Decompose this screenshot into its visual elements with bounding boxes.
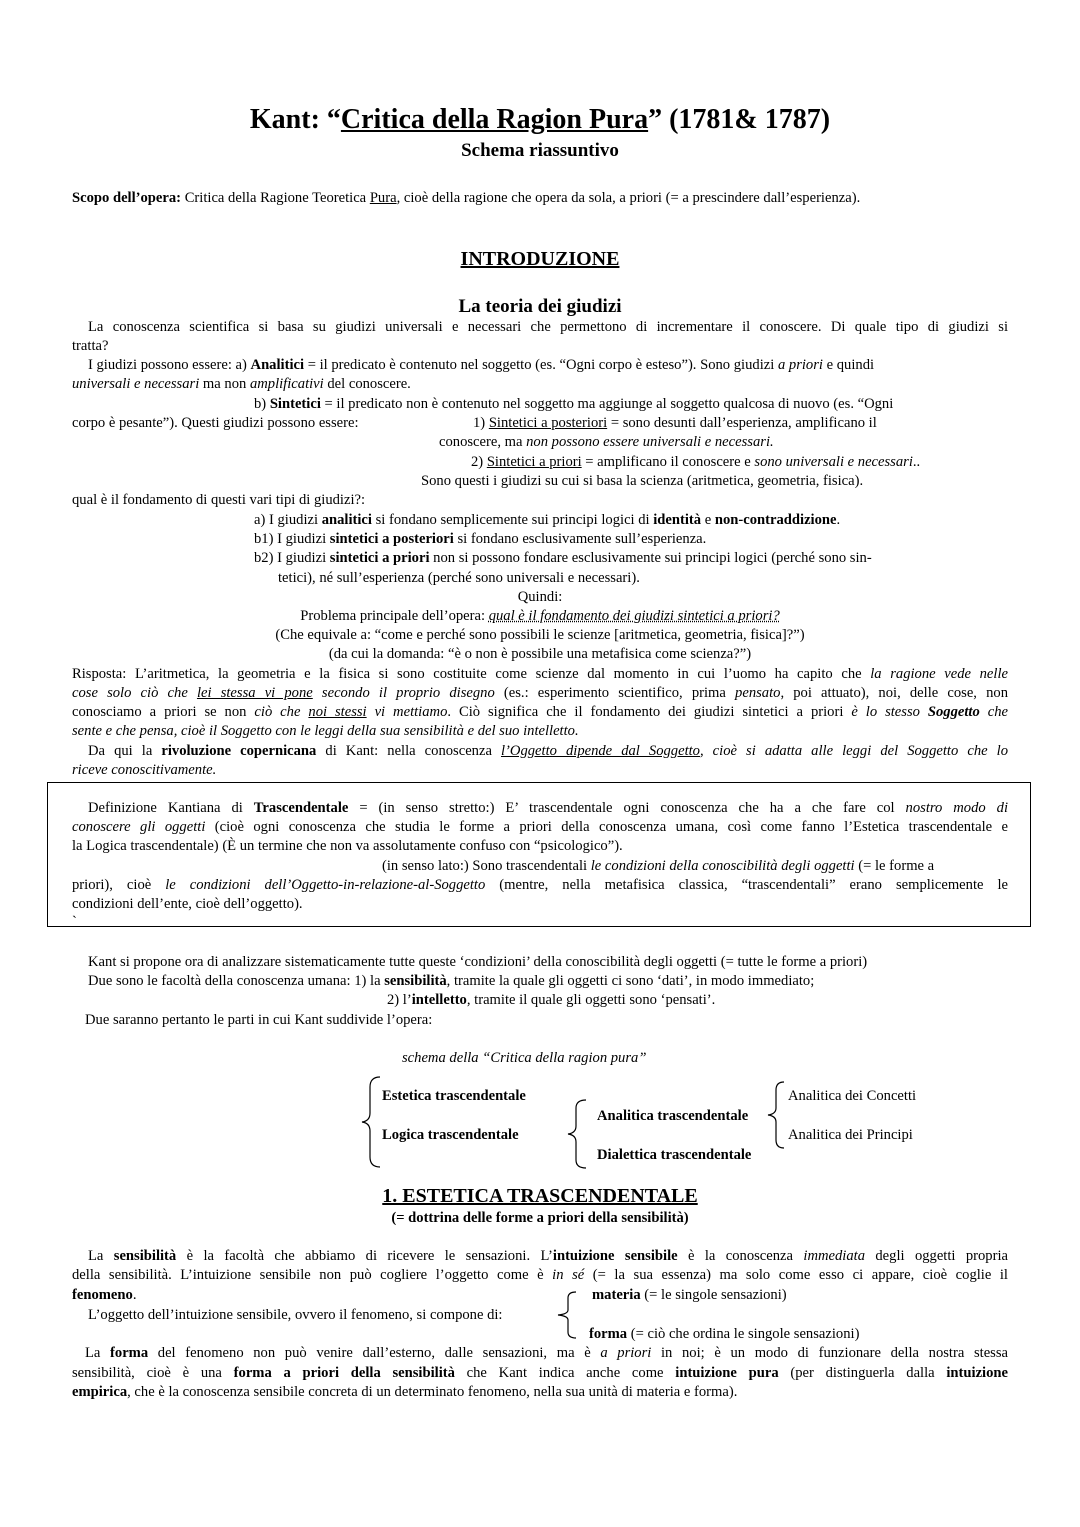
e-p1-d: è la conoscenza xyxy=(677,1248,804,1264)
forma-post: (= ciò che ordina le singole sensazioni) xyxy=(627,1326,860,1342)
risp-l2it3: pensato xyxy=(735,685,781,701)
risp-l2u: lei stessa vi pone xyxy=(196,685,313,701)
fac-l2-post: , tramite la quale gli oggetti ci sono ‘dati’, in modo immediato; xyxy=(446,973,815,989)
risp-l2c: , poi attuato), noi, delle cose, non xyxy=(780,685,1009,701)
estetica-p2-line1 xyxy=(85,1344,1008,1363)
schema-estetica: Estetica trascendentale xyxy=(382,1088,526,1104)
f3-pre: b2) I giudizi xyxy=(254,550,330,566)
def-line4 xyxy=(382,857,934,876)
main-problem xyxy=(0,607,1080,626)
def-l4-post: (= le forme a xyxy=(854,858,935,874)
def-l1-b: Trascendentale xyxy=(253,800,349,816)
e-p2l2-b1: forma a priori della sensibilità xyxy=(233,1365,455,1381)
b4-end: .. xyxy=(912,454,921,470)
b-pre: b) xyxy=(254,396,270,412)
def-l1-it: nostro modo di xyxy=(905,800,1008,816)
page-title xyxy=(0,103,1080,137)
e-p2l3-c: , che è la conoscenza sensibile concreta di un determinato fenomeno, nella sua unità di materia e forma). xyxy=(127,1384,738,1400)
forma-line xyxy=(589,1325,859,1344)
e-p2-it: a priori xyxy=(600,1345,652,1361)
forma-b: forma xyxy=(589,1326,628,1342)
e-p1l2-it: in sé xyxy=(552,1267,585,1283)
b-post: = il predicato non è contenuto nel soggetto ma aggiunge al soggetto qualcosa di nuovo (es. “Ogni xyxy=(320,396,894,412)
risp-l3u: noi stessi xyxy=(308,704,367,720)
page-subtitle: Schema riassuntivo xyxy=(461,140,619,161)
schema-principi: Analitica dei Principi xyxy=(788,1127,913,1143)
metaphysics-question: (da cui la domanda: “è o non è possibile una metafisica come scienza?”) xyxy=(328,646,752,662)
judgment-b-line4 xyxy=(471,453,920,472)
foundation-a xyxy=(254,511,840,530)
schema-title: schema della “Critica della ragion pura” xyxy=(402,1050,647,1066)
a-bold: Analitici xyxy=(250,357,305,373)
b2-u1: Sintetici a posteriori xyxy=(488,415,608,431)
foundation-b2-cont: tetici), né sull’esperienza (perché sono universali e necessari). xyxy=(278,570,640,586)
scope-text-b: , cioè della ragione che opera da sola, a priori (= a prescindere dall’esperienza). xyxy=(396,190,861,206)
answer-line4 xyxy=(72,722,579,741)
foundation-question: qual è il fondamento di questi vari tipi di giudizi?: xyxy=(72,492,366,508)
def-line6: condizioni dell’ente, cioè dell’oggetto). xyxy=(72,896,303,912)
e-p2-c: del fenomeno non può venire dall’esterno, dalle sensazioni, ma è xyxy=(148,1345,601,1361)
def-l4-pre: (in senso lato:) Sono trascendentali xyxy=(382,858,591,874)
e-p1-b2: intuizione sensibile xyxy=(552,1248,678,1264)
a2-it1: universali e necessari xyxy=(72,376,200,392)
risp-l3it2: vi mettiamo xyxy=(366,704,448,720)
e-p1-a: La xyxy=(88,1248,114,1264)
judgment-a-line1 xyxy=(88,356,874,375)
def-line5 xyxy=(72,876,1008,895)
e-p2l2-b3: intuizione xyxy=(946,1365,1008,1381)
f1-b3: non-contraddizione xyxy=(714,512,837,528)
risp-l3a: conosciamo a priori se non xyxy=(72,704,255,720)
e-p2l3-b: empirica xyxy=(72,1384,128,1400)
def-l5-post: (mentre, nella metafisica classica, “trascendentali” erano semplicemente le xyxy=(485,877,1008,893)
a-post: = il predicato è contenuto nel soggetto (es. “Ogni corpo è esteso”). Sono giudizi xyxy=(304,357,778,373)
f2-post: si fondano esclusivamente sull’esperienza. xyxy=(453,531,707,547)
estetica-p2-line3 xyxy=(72,1383,737,1402)
f1-b1: analitici xyxy=(321,512,372,528)
intro-p1-line2: tratta? xyxy=(72,338,109,354)
risp-l3it3: è lo stesso xyxy=(851,704,928,720)
f3-post: non si possono fondare esclusivamente sui principi logici (perché sono sin- xyxy=(429,550,872,566)
e-p1l2-a: della sensibilità. L’intuizione sensibile non può cogliere l’oggetto come è xyxy=(72,1267,553,1283)
copernican-line2 xyxy=(72,761,216,780)
intro-subheading: La teoria dei giudizi xyxy=(458,296,622,317)
a-post2: e quindi xyxy=(822,357,875,373)
materia-b: materia xyxy=(592,1287,641,1303)
estetica-p1-line3 xyxy=(72,1286,136,1305)
riv-b: rivoluzione copernicana xyxy=(161,743,317,759)
def-l5-it: le condizioni dell’Oggetto-in-relazione-al-Soggetto xyxy=(165,877,486,893)
def-line2 xyxy=(72,818,1008,837)
def-l4-it: le condizioni della conoscibilità degli oggetti xyxy=(590,858,855,874)
judgment-a-line2 xyxy=(72,375,411,394)
a-it1: a priori xyxy=(777,357,823,373)
f3-b: sintetici a priori xyxy=(329,550,430,566)
risp-l3bold: Soggetto xyxy=(927,704,980,720)
a2-post: del conoscere. xyxy=(323,376,411,392)
schema-brace-analitica xyxy=(766,1080,786,1150)
risp-l2it2: secondo il proprio disegno xyxy=(312,685,495,701)
risp-l4it: sente e che pensa, cioè il Soggetto con le leggi della sua sensibilità e del suo intelletto. xyxy=(72,723,579,739)
def-l5-pre: priori), cioè xyxy=(72,877,166,893)
judgment-b-line3 xyxy=(439,433,774,452)
def-l1-pre: Definizione Kantiana di xyxy=(88,800,254,816)
b2-n1: 1) xyxy=(473,415,489,431)
faculties-line1: Kant si propone ora di analizzare sistematicamente tutte queste ‘condizioni’ della conoscibilità degli oggetti (= tutte le forme a priori) xyxy=(88,954,868,970)
phenomenon-brace xyxy=(556,1290,578,1340)
e-p2l2-a: sensibilità, cioè è una xyxy=(72,1365,234,1381)
def-line3: la Logica trascendentale) (È un termine che non va assolutamente confuso con “psicologico”). xyxy=(72,838,623,854)
b4-u: Sintetici a priori xyxy=(486,454,582,470)
def-line1 xyxy=(88,799,1008,818)
scope-label: Scopo dell’opera: xyxy=(72,190,182,206)
answer-line1 xyxy=(72,665,1008,684)
riv-l2: riceve conoscitivamente. xyxy=(72,762,217,778)
b3-pre: conoscere, ma xyxy=(439,434,527,450)
risp-l3it4: che xyxy=(979,704,1008,720)
quindi: Quindi: xyxy=(517,589,563,605)
a2-mid: ma non xyxy=(199,376,250,392)
e-p1-it: immediata xyxy=(803,1248,866,1264)
f1-mid: si fondano semplicemente sui principi logici di xyxy=(371,512,654,528)
title-prefix: Kant: “ xyxy=(249,104,341,135)
f1-b2: identità xyxy=(653,512,702,528)
b2-r1: = sono desunti dall’esperienza, amplificano il xyxy=(607,415,877,431)
e-p2l2-c: che Kant indica anche come xyxy=(454,1365,676,1381)
estetica-p1-line1 xyxy=(88,1247,1008,1266)
schema-dialettica: Dialettica trascendentale xyxy=(597,1147,752,1163)
def-l2-it: conoscere gli oggetti xyxy=(72,819,206,835)
judgment-b-line5: Sono questi i giudizi su cui si basa la scienza (aritmetica, geometria, fisica). xyxy=(421,473,864,489)
riv-post: , cioè si adatta alle leggi del Soggetto che lo xyxy=(699,743,1008,759)
faculties-line2 xyxy=(88,972,814,991)
foundation-b1 xyxy=(254,530,706,549)
scope-text-u: Pura xyxy=(369,190,397,206)
schema-analitica: Analitica trascendentale xyxy=(597,1108,749,1124)
b4-it: sono universali e necessari xyxy=(754,454,913,470)
def-l1-mid: = (in senso stretto:) E’ trascendentale ogni conoscenza che ha a che fare col xyxy=(348,800,906,816)
intro-p1-line1: La conoscenza scientifica si basa su giudizi universali e necessari che permettono di incrementare il conoscere. Di quale tipo di giudizi si xyxy=(88,319,1008,335)
f1-and: e xyxy=(701,512,715,528)
risp-l2b: (es.: esperimento scientifico, prima xyxy=(494,685,736,701)
fac-l3-pre: 2) l’ xyxy=(387,992,412,1008)
risp-l3it1: ciò che xyxy=(254,704,309,720)
riv-pre: Da qui la xyxy=(88,743,162,759)
fac-l3-post: , tramite il quale gli oggetti sono ‘pensati’. xyxy=(466,992,716,1008)
estetica-subheading: (= dottrina delle forme a priori della sensibilità) xyxy=(391,1210,689,1226)
f2-pre: b1) I giudizi xyxy=(254,531,330,547)
e-p1-c: è la facoltà che abbiamo di ricevere le sensazioni. L’ xyxy=(176,1248,553,1264)
scope-line xyxy=(72,189,860,208)
risp-l1a: Risposta: L’aritmetica, la geometria e la fisica si sono costituite come scienze dal momento in cui l’uomo ha capito che xyxy=(72,666,871,682)
e-p1l3-b: fenomeno xyxy=(72,1287,133,1303)
e-p1-b1: sensibilità xyxy=(113,1248,177,1264)
copernican-line1 xyxy=(88,742,1008,761)
a2-it2: amplificativi xyxy=(249,376,324,392)
estetica-p2-line2 xyxy=(72,1364,1008,1383)
def-l2-post: (cioè ogni conoscenza che studia le forme a priori della conoscenza umana, così come fanno l’Estetica trascendentale e xyxy=(205,819,1008,835)
title-suffix: ” (1781& 1787) xyxy=(648,104,831,135)
schema-brace-main xyxy=(360,1075,382,1169)
fac-l3-b: intelletto xyxy=(411,992,467,1008)
schema-logica: Logica trascendentale xyxy=(382,1127,519,1143)
b4-n: 2) xyxy=(471,454,487,470)
e-p1l3-end: . xyxy=(132,1287,137,1303)
e-p2l2-d: (per distinguerla dalla xyxy=(778,1365,947,1381)
scope-text-a: Critica della Ragione Teoretica xyxy=(181,190,370,206)
b3-it: non possono essere universali e necessari. xyxy=(526,434,774,450)
riv-u: l’Oggetto dipende dal Soggetto xyxy=(500,743,700,759)
estetica-p1-line2 xyxy=(72,1266,1008,1285)
answer-line3 xyxy=(72,703,1008,722)
b4-mid: = amplificano il conoscere e xyxy=(581,454,755,470)
fac-l2-pre: Due sono le facoltà della conoscenza umana: 1) la xyxy=(88,973,385,989)
materia-post: (= le singole sensazioni) xyxy=(640,1287,787,1303)
faculties-line3 xyxy=(387,991,715,1010)
judgment-b-line1 xyxy=(254,395,893,414)
materia-line xyxy=(592,1286,787,1305)
schema-brace-logica xyxy=(566,1098,588,1170)
foundation-b2 xyxy=(254,549,872,568)
e-p1l2-b: (= la sua essenza) ma solo come esso ci appare, cioè coglie il xyxy=(584,1267,1008,1283)
judgment-b-line2-right xyxy=(473,414,877,433)
e-p2l2-b2: intuizione pura xyxy=(675,1365,779,1381)
risp-l2it1: cose solo ciò che xyxy=(72,685,197,701)
risp-l1it: la ragione vede nelle xyxy=(870,666,1008,682)
equivalence: (Che equivale a: “come e perché sono possibili le scienze [aritmetica, geometria, fisica]?”) xyxy=(275,627,805,643)
f1-pre: a) I giudizi xyxy=(254,512,322,528)
f1-end: . xyxy=(836,512,841,528)
e-p2-a: La xyxy=(85,1345,111,1361)
e-p1-e: degli oggetti propria xyxy=(865,1248,1008,1264)
f2-b: sintetici a posteriori xyxy=(329,531,454,547)
e-p2-d: in noi; è un modo di funzionare della nostra stessa xyxy=(651,1345,1009,1361)
judgment-b-line2-left: corpo è pesante”). Questi giudizi possono essere: xyxy=(72,415,359,431)
title-work: Critica della Ragion Pura xyxy=(340,104,649,135)
prob-it: qual è il fondamento dei giudizi sintetici a priori? xyxy=(488,608,780,624)
intro-heading: INTRODUZIONE xyxy=(460,248,620,270)
risp-l3b: . Ciò significa che il fondamento dei giudizi sintetici a priori xyxy=(447,704,852,720)
b-bold: Sintetici xyxy=(269,396,321,412)
a-pre: I giudizi possono essere: a) xyxy=(88,357,251,373)
fac-l2-b: sensibilità xyxy=(384,973,447,989)
prob-pre: Problema principale dell’opera: xyxy=(300,608,489,624)
schema-concetti: Analitica dei Concetti xyxy=(788,1088,917,1104)
estetica-heading: 1. ESTETICA TRASCENDENTALE xyxy=(382,1185,698,1207)
composition-line: L’oggetto dell’intuizione sensibile, ovvero il fenomeno, si compone di: xyxy=(88,1307,503,1323)
answer-line2 xyxy=(72,684,1008,703)
e-p2-b: forma xyxy=(110,1345,149,1361)
faculties-line4: Due saranno pertanto le parti in cui Kant suddivide l’opera: xyxy=(85,1012,433,1028)
riv-mid: di Kant: nella conoscenza xyxy=(316,743,501,759)
stray-tick: ` xyxy=(72,914,77,930)
